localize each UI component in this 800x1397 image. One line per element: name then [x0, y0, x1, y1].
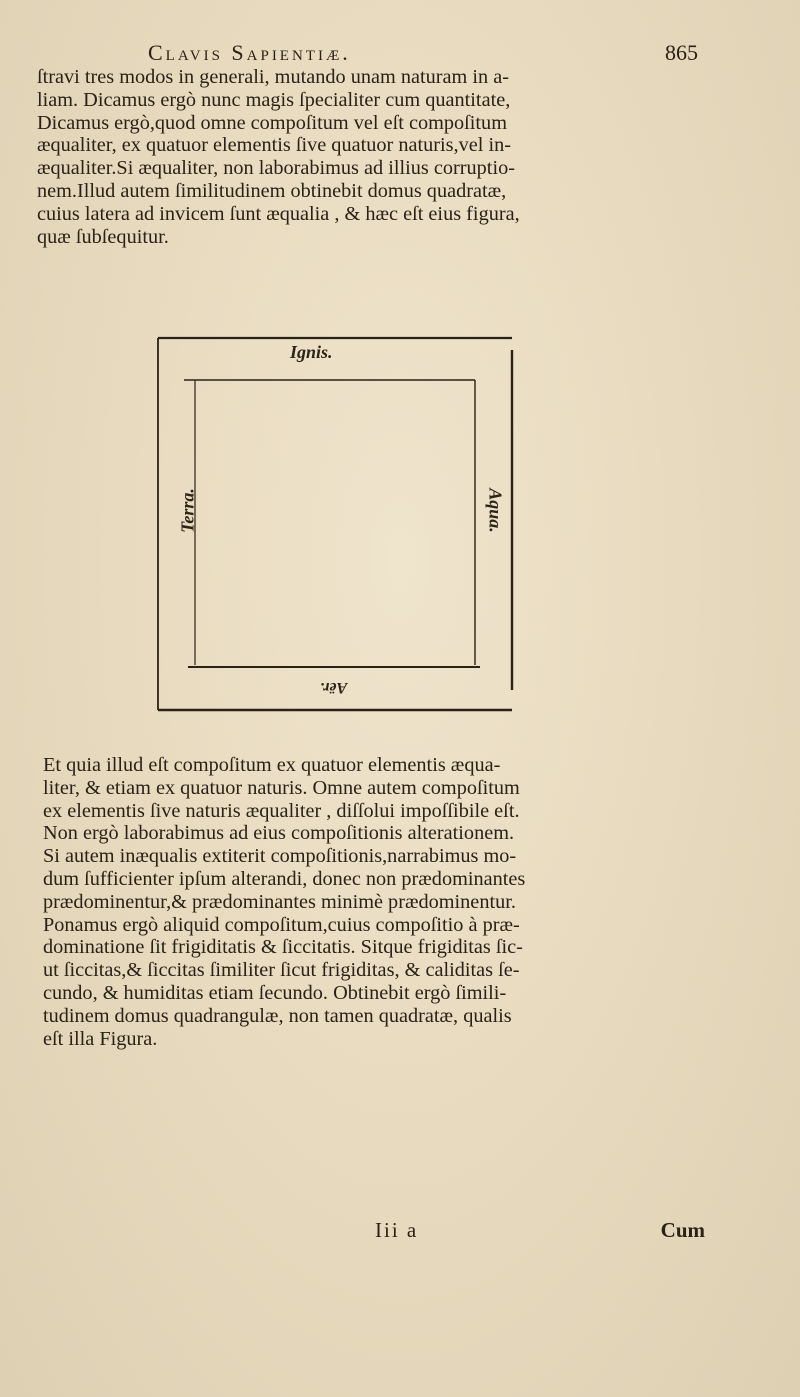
text-line: Dicamus ergò,quod omne compoſitum vel eſt compoſitum [37, 111, 507, 134]
text-line: dum ſufficienter ipſum alterandi, donec non prædominantes [43, 867, 526, 890]
text-line: ſtravi tres modos in generali, mutando unam naturam in a- [37, 66, 509, 88]
paragraph-2 [43, 754, 693, 1050]
text-line: tudinem domus quadrangulæ, non tamen quadratæ, qualis [43, 1004, 512, 1027]
text-line: eſt illa Figura. [43, 1027, 158, 1050]
text-line: Si autem inæqualis extiterit compoſitionis,narrabimus mo- [43, 845, 517, 868]
text-line: æqualiter, ex quatuor elementis ſive quatuor naturis,vel in- [37, 134, 511, 157]
square-diagram [150, 330, 520, 715]
label-terra: Terra. [177, 488, 198, 533]
text-line: liam. Dicamus ergò nunc magis ſpecialiter cum quantitate, [37, 88, 511, 111]
label-ignis: Ignis. [290, 342, 333, 362]
text-line: prædominentur,& prædominantes minimè prædominentur. [43, 890, 516, 913]
catchword: Cum [660, 1218, 705, 1242]
text-line: quæ ſubſequitur. [37, 225, 169, 248]
text-line: Non ergò laborabimus ad eius compoſitionis alterationem. [43, 822, 515, 845]
text-line: nem.Illud autem ſimilitudinem obtinebit domus quadratæ, [37, 179, 507, 202]
text-line: ex elementis ſive naturis æqualiter , diſſolui impoſſibile eſt. [43, 799, 520, 822]
text-line: ut ſiccitas,& ſiccitas ſimiliter ſicut frigiditas, & caliditas ſe- [43, 959, 520, 982]
page-number: 865 [665, 40, 698, 65]
label-aqua: Aqua. [485, 488, 506, 533]
running-title: Clavis Sapientiæ. [148, 40, 351, 65]
signature-mark: Iii a [375, 1218, 419, 1242]
text-line: æqualiter.Si æqualiter, non laborabimus ad illius corruptio- [37, 157, 515, 180]
text-line: dominatione ſit frigiditatis & ſiccitatis. Sitque frigiditas ſic- [43, 936, 523, 959]
paragraph-1 [37, 66, 687, 248]
square-frame [150, 330, 520, 715]
page-footer [375, 1218, 705, 1250]
text-line: Ponamus ergò aliquid compoſitum,cuius compoſitio à præ- [43, 913, 520, 936]
label-aer: Aër. [320, 679, 348, 696]
text-line: cundo, & humiditas etiam ſecundo. Obtinebit ergò ſimili- [43, 981, 507, 1004]
text-line: cuius latera ad invicem ſunt æqualia , & hæc eſt eius figura, [37, 202, 520, 225]
text-line: Et quia illud eſt compoſitum ex quatuor elementis æqua- [43, 754, 501, 776]
text-line: liter, & etiam ex quatuor naturis. Omne autem compoſitum [43, 776, 520, 799]
